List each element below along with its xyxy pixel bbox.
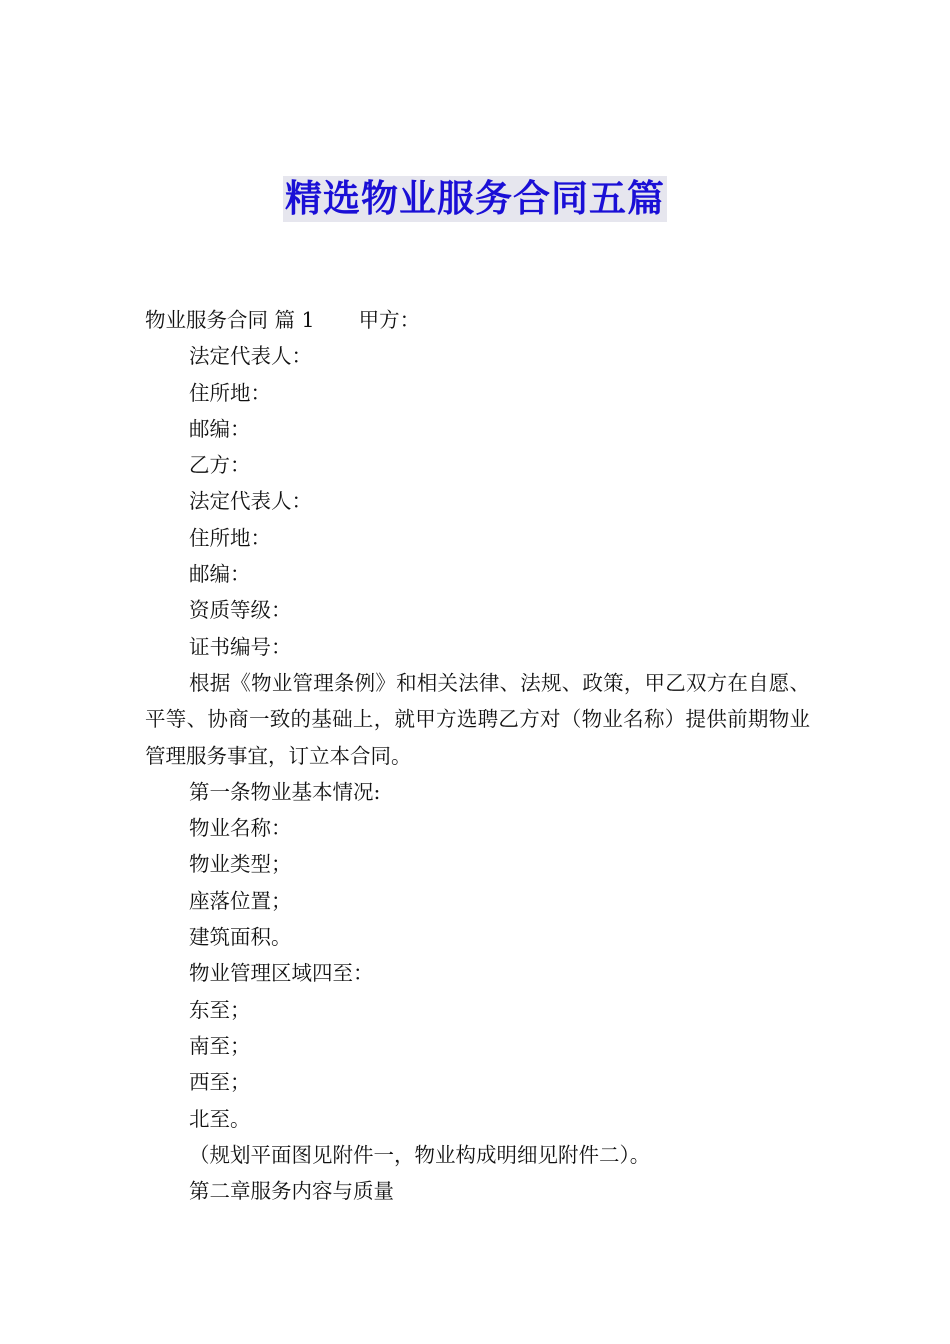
field-line: 建筑面积。 <box>189 925 292 950</box>
field-line: 西至； <box>189 1070 251 1095</box>
field-line: 南至； <box>189 1033 251 1058</box>
field-line: 邮编： <box>189 416 251 441</box>
party-a-label: 甲方： <box>358 308 421 332</box>
field-line: 邮编： <box>189 562 251 587</box>
document-title: 精选物业服务合同五篇 <box>285 177 665 220</box>
field-line: 乙方： <box>189 453 251 478</box>
field-line: 东至； <box>189 997 251 1022</box>
document-body <box>145 302 810 1209</box>
field-line: 北至。 <box>189 1106 251 1131</box>
field-line: 法定代表人： <box>189 489 312 514</box>
contract-heading: 物业服务合同 篇 1 <box>145 308 315 332</box>
title-container <box>0 176 950 222</box>
field-line: 物业类型； <box>189 852 292 877</box>
field-line: 第一条物业基本情况: <box>189 779 381 804</box>
field-line: 资质等级： <box>189 598 292 623</box>
contract-heading-line <box>145 302 810 338</box>
preamble-paragraph: 根据《物业管理条例》和相关法律、法规、政策，甲乙双方在自愿、平等、协商一致的基础上，就甲方选聘乙方对（物业名称）提供前期物业管理服务事宜，订立本合同。 <box>145 670 810 768</box>
field-line: 住所地： <box>189 525 271 550</box>
field-line: 座落位置； <box>189 888 292 913</box>
field-line: 法定代表人： <box>189 344 312 369</box>
field-line: 物业管理区域四至： <box>189 961 374 986</box>
field-line: （规划平面图见附件一，物业构成明细见附件二）。 <box>189 1142 651 1167</box>
field-line: 住所地： <box>189 380 271 405</box>
field-line: 物业名称： <box>189 816 292 841</box>
chapter-heading: 第二章服务内容与质量 <box>189 1179 394 1204</box>
field-line: 证书编号： <box>189 634 292 659</box>
